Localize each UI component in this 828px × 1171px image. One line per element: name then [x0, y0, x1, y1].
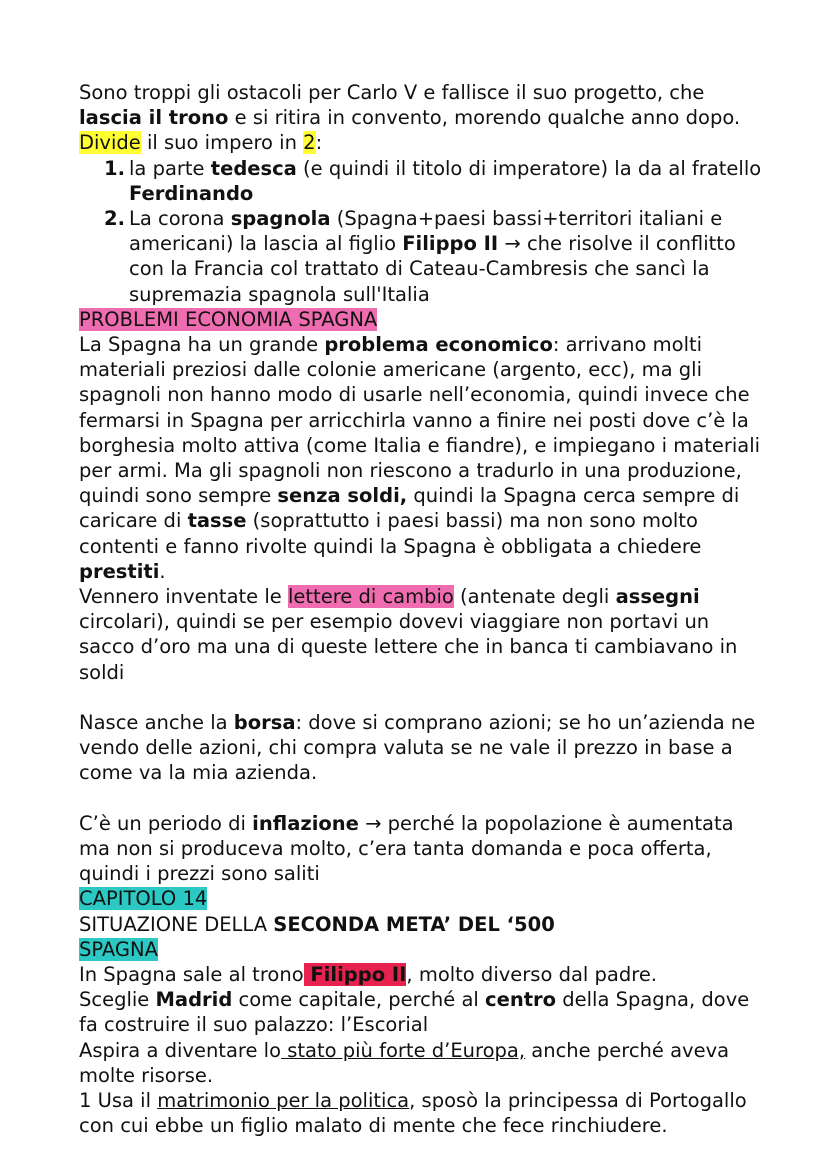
bold-text: assegni: [615, 585, 700, 609]
bold-text: SECONDA META’ DEL ‘500: [273, 912, 555, 936]
highlight-cambio: lettere di cambio: [287, 585, 454, 609]
text: della Spagna, dove fa costruire il suo palazzo: l’Escorial: [79, 988, 750, 1037]
bold-text: problema economico: [324, 333, 553, 357]
text: → che risolve il conflitto con la Francia col trattato di Cateau-Cambresis che sancì la supremazia spagnola sull'Italia: [129, 232, 736, 306]
highlight-divide: Divide: [79, 131, 141, 155]
bold-text: Madrid: [155, 988, 233, 1012]
paragraph-divide: [79, 130, 769, 155]
bold-text: senza soldi,: [277, 484, 408, 508]
paragraph-trono: [79, 962, 769, 987]
underlined-text: matrimonio per la politica: [157, 1089, 410, 1113]
bold-text: centro: [485, 988, 557, 1012]
text: C’è un periodo di: [79, 811, 253, 835]
text: Aspira a diventare lo: [79, 1038, 282, 1062]
text: , sposò la principessa di Portogallo con cui ebbe un figlio malato di mente che fece rinchiudere.: [79, 1089, 747, 1138]
text: (soprattutto i paesi bassi) ma non sono molto contenti e fanno rivolte quindi la Spagna è obbligata a chiedere: [79, 509, 702, 558]
division-list: [79, 156, 769, 307]
paragraph-madrid: [79, 987, 769, 1037]
highlight-heading: SPAGNA: [79, 937, 158, 961]
text: (e quindi il titolo di imperatore) la da al fratello: [296, 156, 762, 180]
text: Sono troppi gli ostacoli per Carlo V e fallisce il suo progetto, che: [79, 81, 705, 104]
highlight-filippo: Filippo II: [303, 963, 407, 987]
highlight-heading: PROBLEMI ECONOMIA SPAGNA: [79, 307, 378, 331]
bold-text: Ferdinando: [129, 181, 254, 205]
bold-text: spagnola: [230, 207, 331, 231]
paragraph-aspira: [79, 1038, 769, 1088]
bold-text: tedesca: [210, 156, 297, 180]
bold-text: prestiti: [79, 559, 160, 583]
spacer: [79, 685, 769, 710]
heading-capitolo: [79, 886, 769, 911]
text: 1 Usa il: [79, 1089, 158, 1113]
text: → perché la popolazione è aumentata ma non si produceva molto, c’era tanta domanda e poca offerta, quindi i prezzi sono saliti: [79, 811, 734, 886]
text: Sceglie: [79, 988, 156, 1012]
text: In Spagna sale al trono: [79, 963, 304, 987]
paragraph-cambio: [79, 584, 769, 685]
text: (antenate degli: [453, 585, 616, 609]
text: e si ritira in convento, morendo qualche anno dopo.: [228, 106, 741, 130]
list-number: 1.: [104, 156, 125, 180]
paragraph-inflazione: [79, 811, 769, 887]
bold-text: lascia il trono: [79, 106, 229, 130]
bold-text: inflazione: [252, 811, 359, 835]
paragraph-abdication: [79, 80, 769, 130]
text: quindi la Spagna cerca sempre di caricare di: [79, 484, 740, 533]
highlight-number: 2: [303, 131, 316, 155]
paragraph-economy: [79, 332, 769, 584]
text: : dove si comprano azioni; se ho un’azienda ne vendo delle azioni, chi compra valuta se ne vale il prezzo in base a come va la mia azienda.: [79, 711, 756, 785]
list-number: 2.: [104, 207, 125, 231]
text: La corona: [129, 207, 231, 231]
text: , molto diverso dal padre.: [406, 963, 658, 987]
spacer: [79, 786, 769, 811]
list-item: [104, 206, 769, 307]
heading-spagna: [79, 937, 769, 962]
paragraph-borsa: [79, 710, 769, 786]
text: .: [159, 559, 166, 583]
paragraph-matrimonio: [79, 1088, 769, 1138]
bold-text: tasse: [187, 509, 247, 533]
text: la parte: [129, 156, 211, 180]
underlined-text: stato più forte d’Europa,: [281, 1038, 526, 1062]
heading-situazione: [79, 912, 769, 937]
text: La Spagna ha un grande: [79, 333, 325, 357]
text: : arrivano molti materiali preziosi dalle colonie americane (argento, ecc), ma gli spagnoli non hanno modo di usarle nell’economia, quindi invece che fermarsi in Spagna per arricchirla vanno a finire nei posti dove c’è la borghesia molto attiva (come Italia e fiandre), e impiegano i materiali per armi. Ma gli spagnoli non riescono a tradurlo in una produzione, quindi sono sempre: [79, 333, 761, 508]
text: circolari), quindi se per esempio dovevi viaggiare non portavi un sacco d’oro ma una di queste lettere che in banca ti cambiavano in soldi: [79, 610, 738, 684]
text: SITUAZIONE DELLA: [79, 912, 274, 936]
text: come capitale, perché al: [232, 988, 486, 1012]
text: (Spagna+paesi bassi+territori italiani e americani) la lascia al figlio: [129, 207, 723, 256]
document-page: [79, 80, 769, 1139]
heading-economy: [79, 307, 769, 332]
text: Vennero inventate le: [79, 585, 288, 609]
bold-text: Filippo II: [402, 232, 499, 256]
highlight-heading: CAPITOLO 14: [79, 887, 208, 911]
text: il suo impero in: [140, 131, 304, 155]
list-item: [104, 156, 769, 206]
text: :: [315, 131, 323, 155]
text: anche perché aveva molte risorse.: [79, 1038, 730, 1087]
text: Nasce anche la: [79, 711, 234, 735]
bold-text: borsa: [233, 711, 296, 735]
